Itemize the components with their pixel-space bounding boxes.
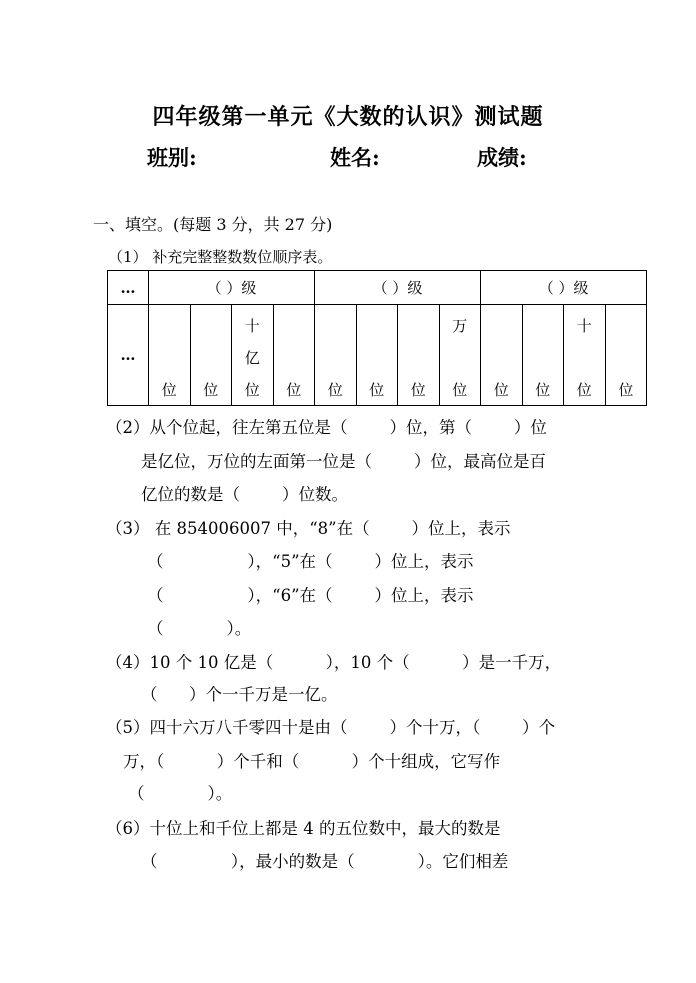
- ellipsis-cell: …: [108, 271, 149, 305]
- q4-line-1: （4）10 个 10 亿是（ ），10 个（ ）是一千万，: [106, 653, 562, 672]
- place-char-bottom: 位: [452, 381, 468, 399]
- level-cell: （ ）级: [481, 271, 647, 305]
- place-char-top: 十: [244, 317, 260, 335]
- ellipsis-cell: …: [108, 305, 149, 406]
- q3-line-3: （ ），“6”在（ ）位上，表示: [147, 586, 474, 605]
- level-cell: （ ）级: [315, 271, 481, 305]
- place-char-bottom: 位: [203, 381, 219, 399]
- place-char-bottom: 位: [535, 381, 551, 399]
- q3-line-2: （ ），“5”在（ ）位上，表示: [147, 552, 474, 571]
- place-char-top: 十: [576, 317, 592, 335]
- class-label: 班别:: [147, 145, 197, 170]
- q5-line-2: 万，（ ）个千和（ ）个十组成，它写作: [123, 752, 501, 771]
- q5-line-1: （5）四十六万八千零四十是由（ ）个十万，（ ）个: [106, 718, 556, 737]
- q2-line-3: 亿位的数是（ ）位数。: [141, 485, 348, 504]
- score-label: 成绩:: [477, 145, 527, 170]
- place-cell: [190, 305, 232, 406]
- place-char-bottom: 位: [493, 381, 509, 399]
- place-char-bottom: 位: [327, 381, 343, 399]
- q3-line-1: （3） 在 854006007 中，“8”在（ ）位上，表示: [106, 519, 511, 538]
- name-label: 姓名:: [330, 145, 380, 170]
- q5-line-3: （ ）。: [128, 784, 233, 803]
- place-char-bottom: 位: [244, 381, 260, 399]
- q3-line-4: （ ）。: [147, 619, 252, 638]
- place-char-middle: 亿: [244, 349, 260, 367]
- place-cell: [356, 305, 398, 406]
- page-title: 四年级第一单元《大数的认识》测试题: [152, 104, 544, 130]
- place-char-bottom: 位: [410, 381, 426, 399]
- place-char-bottom: 位: [618, 381, 634, 399]
- place-cell: [522, 305, 564, 406]
- q4-line-2: （ ）个一千万是一亿。: [141, 685, 338, 704]
- q6-line-1: （6）十位上和千位上都是 4 的五位数中，最大的数是: [106, 819, 501, 838]
- place-char-bottom: 位: [286, 381, 302, 399]
- place-cell: [315, 305, 357, 406]
- place-cell: [564, 305, 606, 406]
- q2-line-1: （2）从个位起，往左第五位是（ ）位，第（ ）位: [106, 418, 547, 437]
- place-char-bottom: 位: [161, 381, 177, 399]
- place-cell: [398, 305, 440, 406]
- place-cell: [232, 305, 274, 406]
- place-char-bottom: 位: [369, 381, 385, 399]
- q2-line-2: 是亿位，万位的左面第一位是（ ）位，最高位是百: [141, 452, 546, 471]
- level-cell: （ ）级: [149, 271, 315, 305]
- section-heading: 一、填空。(每题 3 分，共 27 分): [93, 215, 333, 234]
- place-cell: [439, 305, 481, 406]
- place-char-top: 万: [452, 317, 468, 335]
- question-1: （1） 补充完整整数数位顺序表。: [108, 248, 333, 266]
- q6-line-2: （ ），最小的数是（ ）。它们相差: [141, 852, 509, 871]
- place-cell: [273, 305, 315, 406]
- place-cell: [481, 305, 523, 406]
- place-cell: [149, 305, 191, 406]
- place-char-bottom: 位: [576, 381, 592, 399]
- place-cell: [605, 305, 647, 406]
- place-value-table: [107, 270, 647, 406]
